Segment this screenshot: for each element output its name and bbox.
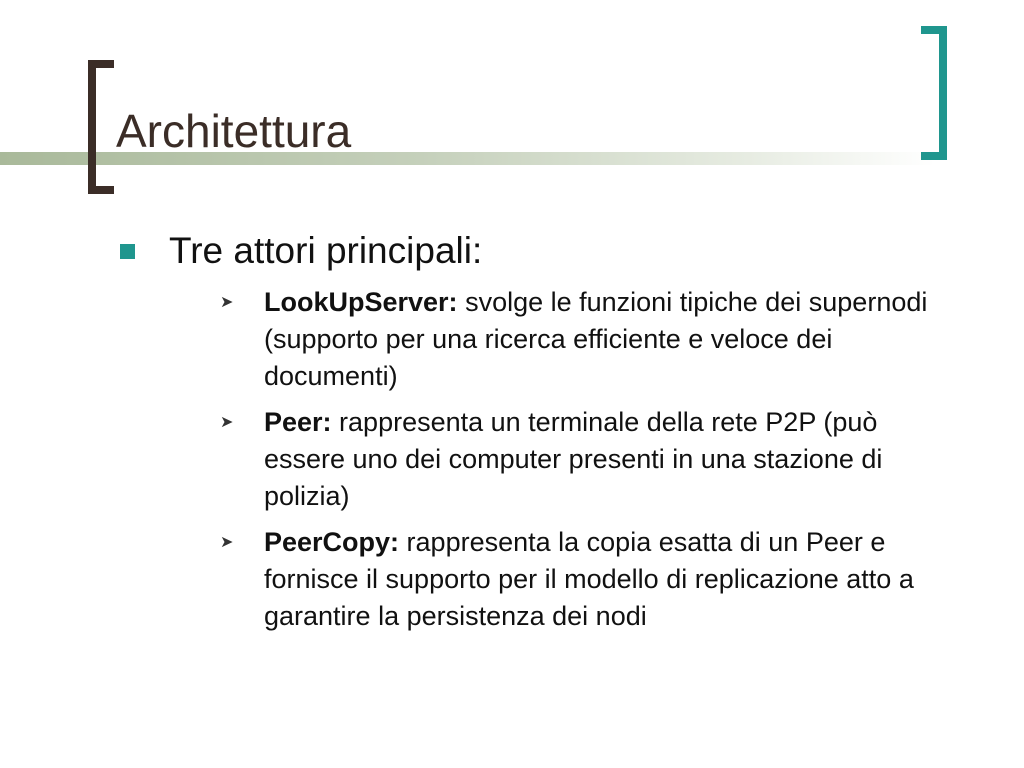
slide-title: Architettura <box>116 105 352 157</box>
left-bracket-decoration <box>88 60 114 194</box>
list-item <box>218 404 963 515</box>
arrow-bullet-icon: ➤ <box>220 534 234 551</box>
list-item-text <box>264 404 963 515</box>
list-item-description: rappresenta la copia esatta di un Peer e fornisce il supporto per il modello di replicazione atto a garantire la persistenza dei nodi <box>264 527 914 631</box>
list-item-term: PeerCopy: <box>264 527 400 557</box>
square-bullet-icon <box>120 244 135 259</box>
main-bullet-item <box>120 227 482 275</box>
arrow-bullet-icon: ➤ <box>220 294 234 311</box>
list-item <box>218 284 963 395</box>
sub-bullet-list <box>218 284 963 644</box>
list-item-text <box>264 524 963 635</box>
arrow-bullet-icon: ➤ <box>220 414 234 431</box>
list-item-term: Peer: <box>264 407 332 437</box>
list-item-description: rappresenta un terminale della rete P2P (può essere uno dei computer presenti in una stazione di polizia) <box>264 407 883 511</box>
main-bullet-text: Tre attori principali: <box>169 230 483 271</box>
list-item-term: LookUpServer: <box>264 287 458 317</box>
right-bracket-decoration <box>921 26 947 160</box>
list-item <box>218 524 963 635</box>
list-item-description: svolge le funzioni tipiche dei supernodi (supporto per una ricerca efficiente e veloce dei documenti) <box>264 287 928 391</box>
list-item-text <box>264 284 963 395</box>
